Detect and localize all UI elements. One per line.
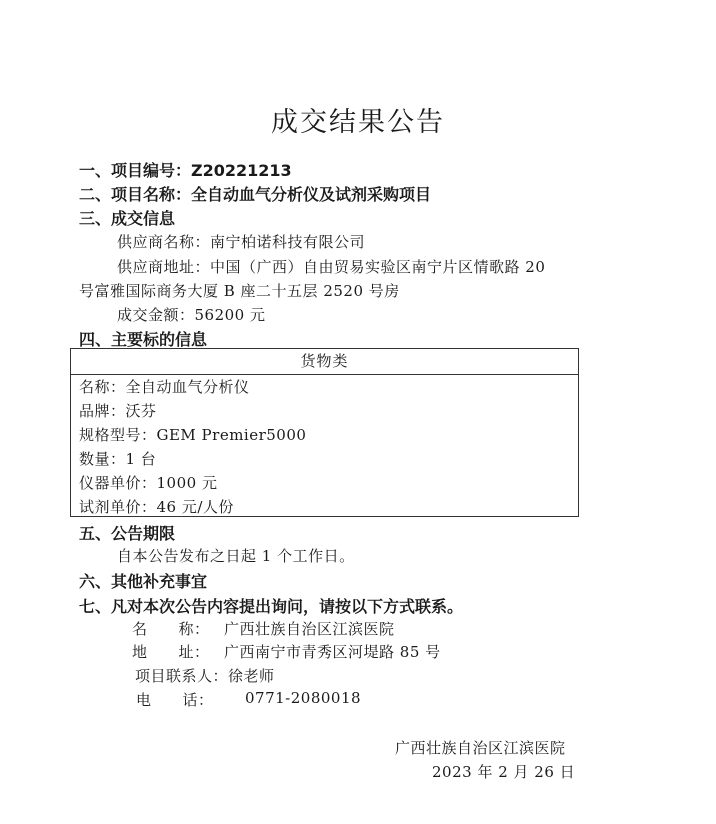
deal-amount: 成交金额：56200 元: [117, 306, 266, 324]
goods-row-model: 规格型号：GEM Premier5000: [79, 426, 307, 444]
section-project-name: 二、项目名称：全自动血气分析仪及试剂采购项目: [79, 185, 432, 204]
section-contact: 七、凡对本次公告内容提出询问，请按以下方式联系。: [79, 597, 464, 616]
goods-row-name: 名称：全自动血气分析仪: [79, 378, 250, 396]
contact-address-value: 广西南宁市青秀区河堤路 85 号: [224, 643, 441, 661]
contact-name-label: 名 称：: [132, 620, 210, 638]
section-other-matters: 六、其他补充事宜: [79, 572, 208, 591]
signature-org: 广西壮族自治区江滨医院: [395, 739, 566, 757]
goods-table-header: 货物类: [71, 349, 578, 375]
contact-address-label: 地 址：: [132, 643, 210, 661]
goods-table: [70, 348, 579, 517]
supplier-address-line1: 供应商地址：中国（广西）自由贸易实验区南宁片区情歌路 20: [117, 258, 546, 276]
goods-row-brand: 品牌：沃芬: [79, 402, 157, 420]
supplier-address-line2: 号富雅国际商务大厦 B 座二十五层 2520 号房: [79, 282, 400, 300]
supplier-name: 供应商名称：南宁柏诺科技有限公司: [117, 233, 366, 251]
section-project-number: 一、项目编号：Z20221213: [79, 161, 292, 180]
contact-name-value: 广西壮族自治区江滨医院: [224, 620, 395, 638]
contact-phone-value: 0771-2080018: [245, 689, 362, 707]
contact-person: 项目联系人：徐老师: [135, 667, 275, 685]
goods-row-instrument-price: 仪器单价：1000 元: [79, 474, 218, 492]
section-deal-info: 三、成交信息: [79, 209, 176, 228]
contact-phone-label: 电 话：: [136, 691, 214, 709]
section-main-items: 四、主要标的信息: [79, 330, 208, 349]
notice-period-text: 自本公告发布之日起 1 个工作日。: [117, 547, 355, 565]
goods-row-reagent-price: 试剂单价：46 元/人份: [79, 498, 234, 516]
signature-date: 2023 年 2 月 26 日: [432, 763, 576, 781]
page-title: 成交结果公告: [271, 107, 445, 138]
goods-row-quantity: 数量：1 台: [79, 450, 157, 468]
section-notice-period: 五、公告期限: [79, 524, 176, 543]
